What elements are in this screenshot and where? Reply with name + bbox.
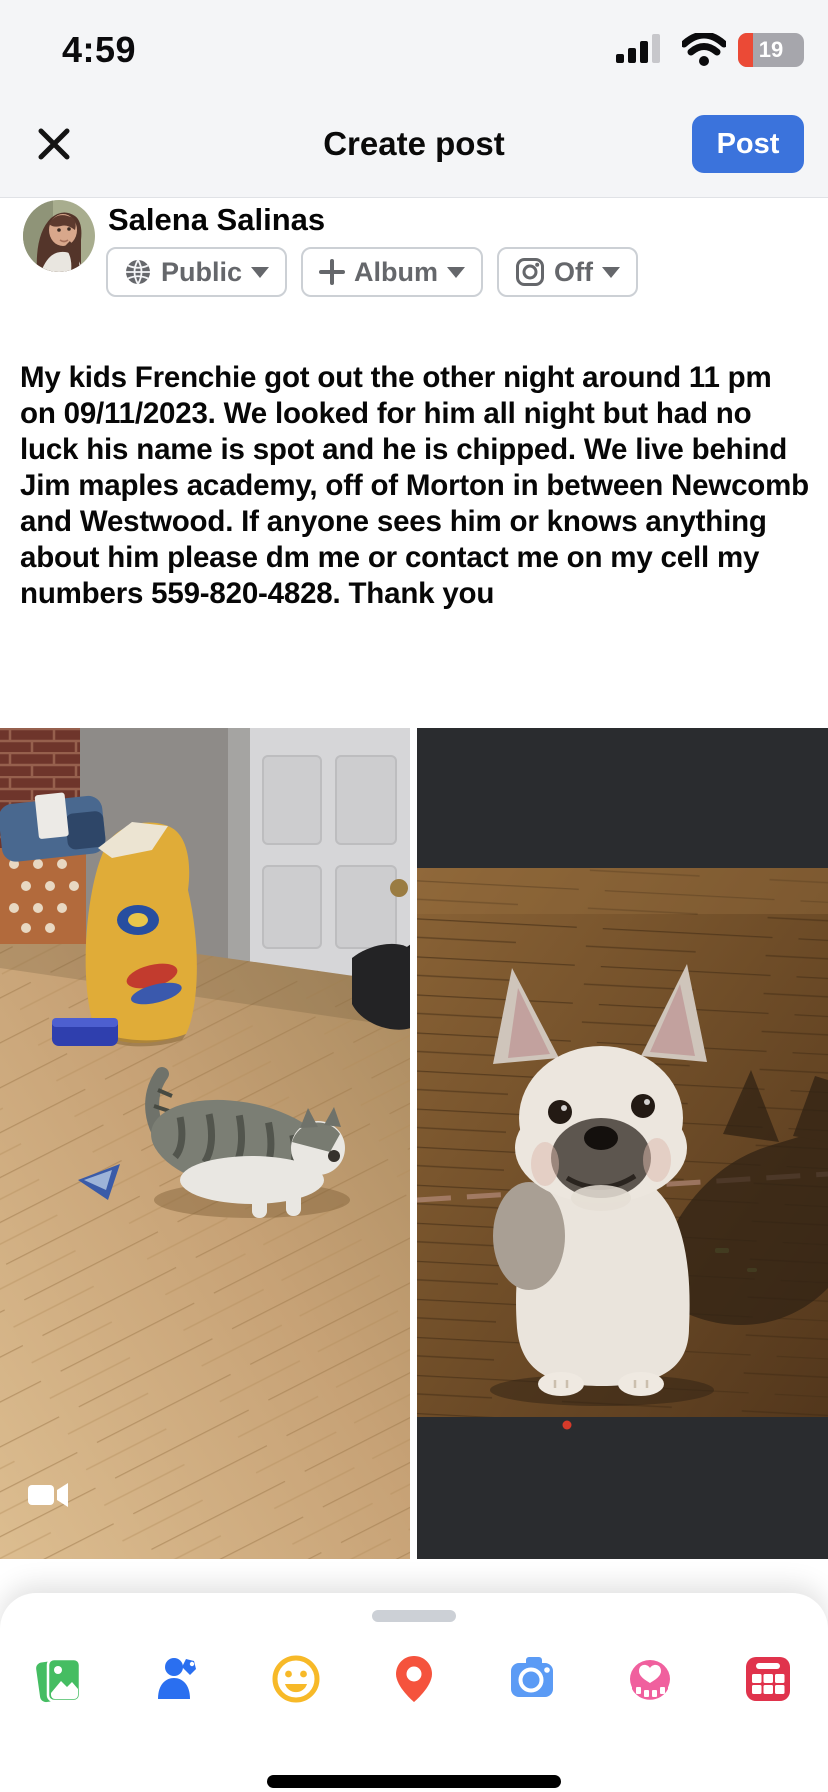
chevron-down-icon — [251, 267, 269, 278]
gif-icon — [624, 1653, 676, 1705]
close-button[interactable] — [30, 120, 78, 168]
drag-handle[interactable] — [372, 1610, 456, 1622]
user-name: Salena Salinas — [108, 202, 326, 237]
page-title: Create post — [323, 124, 505, 162]
video-thumbnail-art — [0, 728, 410, 1559]
battery-percent: 19 — [758, 37, 784, 62]
toolbar — [0, 1651, 828, 1707]
plus-icon — [319, 259, 345, 285]
check-in-button[interactable] — [386, 1651, 442, 1707]
instagram-share-selector[interactable] — [497, 247, 638, 297]
feeling-activity-icon — [270, 1653, 322, 1705]
avatar[interactable] — [23, 200, 95, 272]
audience-label: Public — [161, 256, 243, 287]
close-icon — [36, 126, 72, 162]
tag-people-icon — [152, 1653, 204, 1705]
life-event-icon — [742, 1653, 794, 1705]
album-label: Album — [354, 256, 439, 287]
photo-video-button[interactable] — [32, 1651, 88, 1707]
red-dot — [563, 1421, 572, 1430]
camera-icon — [506, 1653, 558, 1705]
battery-icon — [738, 33, 800, 67]
post-button[interactable]: Post — [692, 115, 804, 173]
post-text-input[interactable]: My kids Frenchie got out the other night around 11 pm on 09/11/2023. We looked for him all night but had no luck his name is spot and he is chipped. We live behind Jim maples academy, off of Morton in between Newcomb and Westwood. If anyone sees him or knows anything about him please dm me or contact me on my cell my numbers 559-820-4828. Thank you — [20, 361, 817, 610]
clock: 4:59 — [62, 29, 137, 70]
chevron-down-icon — [447, 267, 465, 278]
profile-photo — [23, 200, 95, 272]
audience-row — [106, 247, 638, 297]
feeling-activity-button[interactable] — [268, 1651, 324, 1707]
audience-selector[interactable] — [106, 247, 287, 297]
tag-people-button[interactable] — [150, 1651, 206, 1707]
globe-icon — [124, 258, 152, 286]
album-selector[interactable] — [301, 247, 483, 297]
photo-thumbnail-dog[interactable] — [417, 728, 828, 1559]
battery-fill — [738, 33, 753, 67]
gif-button[interactable] — [622, 1651, 678, 1707]
photo-thumbnail-art — [417, 728, 828, 1559]
check-in-icon — [388, 1653, 440, 1705]
photo-video-icon — [34, 1653, 86, 1705]
life-event-button[interactable] — [740, 1651, 796, 1707]
attached-media — [0, 728, 828, 1559]
wifi-icon — [682, 33, 726, 67]
instagram-icon — [515, 257, 545, 287]
header — [0, 90, 828, 198]
cellular-signal-icon — [616, 32, 670, 68]
chevron-down-icon — [602, 267, 620, 278]
status-bar — [0, 0, 828, 90]
composer-toolbar-sheet — [0, 1593, 828, 1792]
instagram-label: Off — [554, 256, 593, 287]
camera-button[interactable] — [504, 1651, 560, 1707]
video-thumbnail-cat[interactable] — [0, 728, 410, 1559]
home-indicator[interactable] — [267, 1775, 561, 1788]
